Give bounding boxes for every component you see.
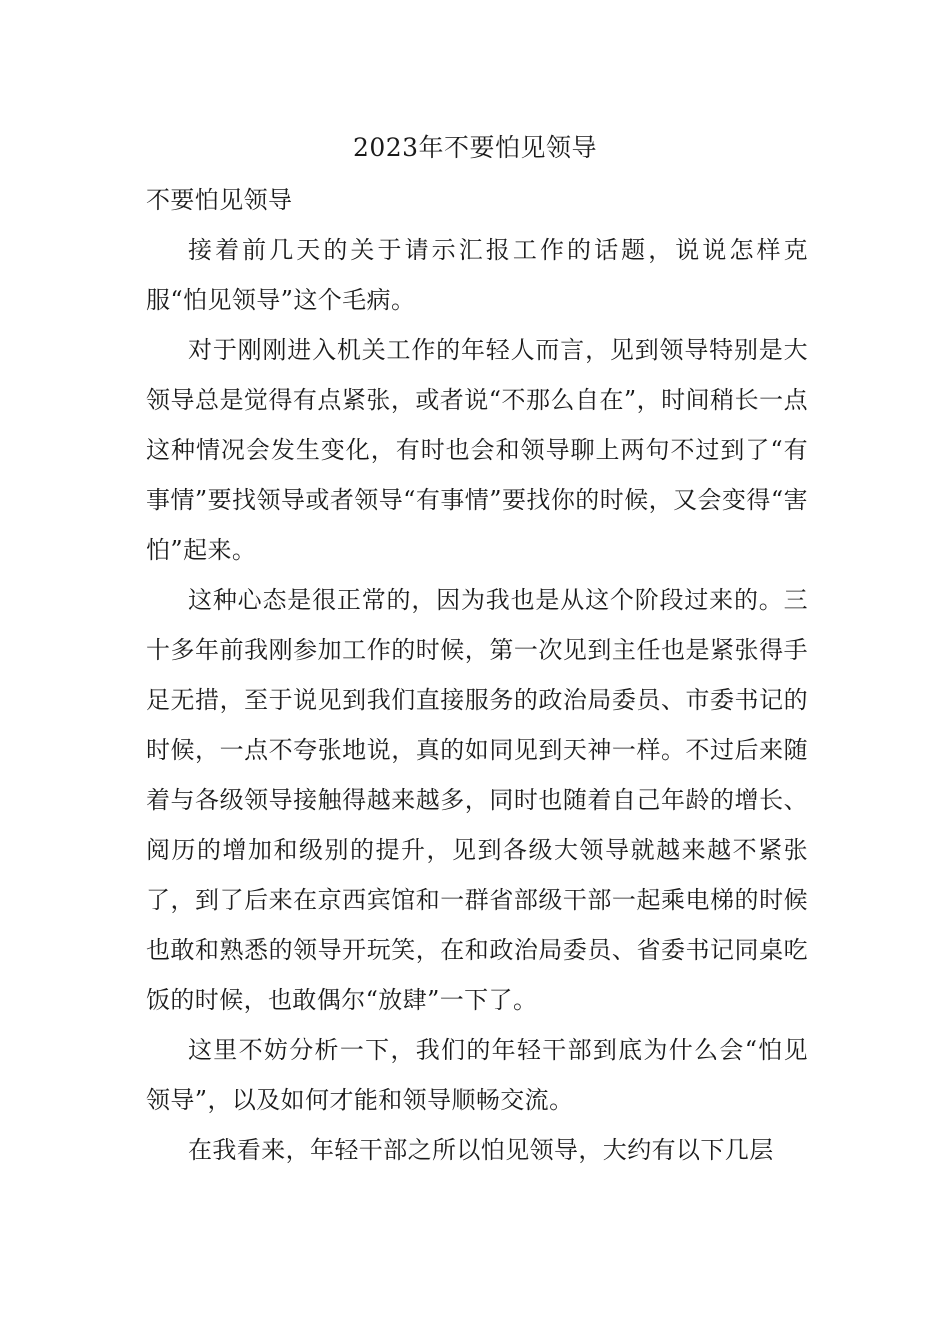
document-subtitle: 不要怕见领导 <box>146 186 293 214</box>
document-body <box>146 175 808 1175</box>
paragraph-analysis: 这里不妨分析一下，我们的年轻干部到底为什么会“怕见领导”，以及如何才能和领导顺畅交流。 <box>146 1036 808 1114</box>
paragraph-reasons: 在我看来，年轻干部之所以怕见领导，大约有以下几层 <box>188 1136 774 1164</box>
paragraph-intro: 接着前几天的关于请示汇报工作的话题，说说怎样克服“怕见领导”这个毛病。 <box>146 236 808 314</box>
paragraph-personal-experience: 这种心态是很正常的，因为我也是从这个阶段过来的。三十多年前我刚参加工作的时候，第一次见到主任也是紧张得手足无措，至于说见到我们直接服务的政治局委员、市委书记的时候，一点不夸张地说，真的如同见到天神一样。不过后来随着与各级领导接触得越来越多，同时也随着自己年龄的增长、阅历的增加和级别的提升，见到各级大领导就越来越不紧张了，到了后来在京西宾馆和一群省部级干部一起乘电梯的时候也敢和熟悉的领导开玩笑，在和政治局委员、省委书记同桌吃饭的时候，也敢偶尔“放肆”一下了。 <box>146 586 808 1014</box>
paragraph-young-staff: 对于刚刚进入机关工作的年轻人而言，见到领导特别是大领导总是觉得有点紧张，或者说“不那么自在”，时间稍长一点这种情况会发生变化，有时也会和领导聊上两句不过到了“有事情”要找领导或者领导“有事情”要找你的时候，又会变得“害怕”起来。 <box>146 336 808 564</box>
document-title: 2023年不要怕见领导 <box>352 133 598 162</box>
